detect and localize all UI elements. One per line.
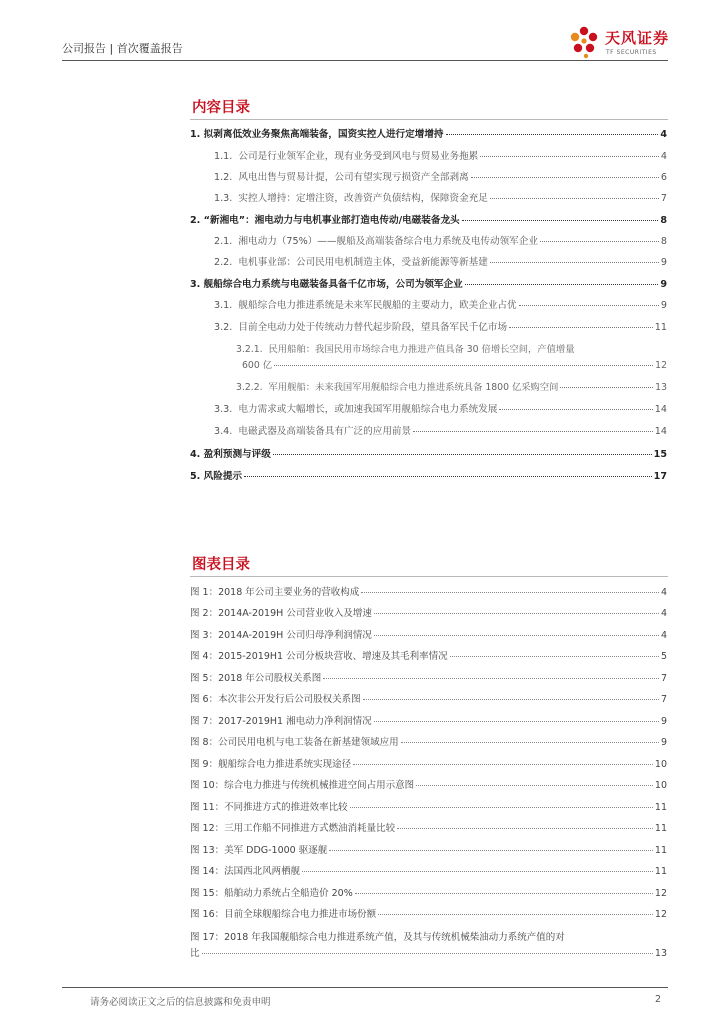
toc-entry-1-1[interactable]: 1.1. 公司是行业领军企业，现有业务受到风电与贸易业务拖累 4 xyxy=(214,151,667,162)
toc-entry-2[interactable]: 2. “新湘电”：湘电动力与电机事业部打造电传动/电磁装备龙头 8 xyxy=(190,215,667,226)
toc-entry-3-2[interactable]: 3.2. 目前全电动力处于传统动力替代起步阶段，望具备军民千亿市场 11 xyxy=(214,322,667,333)
brand-name-en: TF SECURITIES xyxy=(606,49,657,56)
toc-entry-3-2-2[interactable]: 3.2.2. 军用舰船：未来我国军用舰船综合电力推进系统具备 1800 亿采购空间 13 xyxy=(236,382,667,393)
figure-entry-2[interactable]: 图 2：2014A-2019H 公司营业收入及增速 4 xyxy=(190,608,667,619)
toc-entry-3-2-1-line1[interactable]: 3.2.1. 民用船舶：我国民用市场综合电力推进产值具备 30 倍增长空间，产值增量 xyxy=(236,344,575,355)
toc-entry-1[interactable]: 1. 拟剥离低效业务聚焦高端装备，国资实控人进行定增增持 4 xyxy=(190,129,667,140)
toc-entry-1-3[interactable]: 1.3. 实控人增持：定增注资，改善资产负债结构，保障资金充足 7 xyxy=(214,193,667,204)
footer-divider xyxy=(62,987,668,988)
toc-entry-5[interactable]: 5. 风险提示 17 xyxy=(190,471,667,482)
figure-entry-9[interactable]: 图 9：舰船综合电力推进系统实现途径 10 xyxy=(190,759,667,770)
page-number: 2 xyxy=(655,994,662,1005)
figure-entry-4[interactable]: 图 4：2015-2019H1 公司分板块营收、增速及其毛利率情况 5 xyxy=(190,651,667,662)
figure-entry-16[interactable]: 图 16：目前全球舰船综合电力推进市场份额 12 xyxy=(190,909,667,920)
figure-entry-5[interactable]: 图 5：2018 年公司股权关系图 7 xyxy=(190,673,667,684)
figure-entry-11[interactable]: 图 11：不同推进方式的推进效率比较 11 xyxy=(190,802,667,813)
figure-entry-3[interactable]: 图 3：2014A-2019H 公司归母净利润情况 4 xyxy=(190,630,667,641)
figure-entry-8[interactable]: 图 8：公司民用电机与电工装备在新基建领域应用 9 xyxy=(190,737,667,748)
toc-entry-3-2-1-line2[interactable]: 600 亿 12 xyxy=(242,360,667,371)
contents-title: 内容目录 xyxy=(192,100,250,116)
toc-entry-3[interactable]: 3. 舰船综合电力系统与电磁装备具备千亿市场，公司为领军企业 9 xyxy=(190,279,667,290)
toc-entry-3-4[interactable]: 3.4. 电磁武器及高端装备具有广泛的应用前景 14 xyxy=(214,426,667,437)
figure-entry-17-line2[interactable]: 比 13 xyxy=(190,948,667,959)
figures-title: 图表目录 xyxy=(192,557,250,573)
report-type-label: 公司报告 | 首次覆盖报告 xyxy=(62,42,183,55)
figure-entry-17-line1[interactable]: 图 17：2018 年我国舰船综合电力推进系统产值，及其与传统机械柴油动力系统产值的对 xyxy=(190,932,565,943)
contents-title-underline xyxy=(190,119,668,120)
toc-entry-2-1[interactable]: 2.1. 湘电动力（75%）——舰船及高端装备综合电力系统及电传动领军企业 8 xyxy=(214,236,667,247)
toc-entry-4[interactable]: 4. 盈利预测与评级 15 xyxy=(190,449,667,460)
figure-entry-13[interactable]: 图 13：美军 DDG-1000 驱逐舰 11 xyxy=(190,845,667,856)
figure-entry-14[interactable]: 图 14：法国西北风两栖舰 11 xyxy=(190,866,667,877)
figure-entry-12[interactable]: 图 12：三用工作船不同推进方式燃油消耗量比较 11 xyxy=(190,823,667,834)
toc-entry-3-3[interactable]: 3.3. 电力需求或大幅增长，或加速我国军用舰船综合电力系统发展 14 xyxy=(214,404,667,415)
figures-title-underline xyxy=(190,576,668,577)
figure-entry-7[interactable]: 图 7：2017-2019H1 湘电动力净利润情况 9 xyxy=(190,716,667,727)
figure-entry-15[interactable]: 图 15：船舶动力系统占全船造价 20% 12 xyxy=(190,888,667,899)
brand-name-cn: 天风证券 xyxy=(605,29,670,47)
footer-disclaimer: 请务必阅读正文之后的信息披露和免责申明 xyxy=(90,997,271,1008)
header-divider xyxy=(62,60,668,61)
toc-entry-3-1[interactable]: 3.1. 舰船综合电力推进系统是未来军民舰船的主要动力，欧美企业占优 9 xyxy=(214,300,667,311)
figure-entry-10[interactable]: 图 10：综合电力推进与传统机械推进空间占用示意图 10 xyxy=(190,780,667,791)
toc-entry-2-2[interactable]: 2.2. 电机事业部：公司民用电机制造主体，受益新能源等新基建 9 xyxy=(214,257,667,268)
toc-entry-1-2[interactable]: 1.2. 风电出售与贸易计提，公司有望实现亏损资产全部剥离 6 xyxy=(214,172,667,183)
figure-entry-1[interactable]: 图 1：2018 年公司主要业务的营收构成 4 xyxy=(190,587,667,598)
figure-entry-6[interactable]: 图 6：本次非公开发行后公司股权关系图 7 xyxy=(190,694,667,705)
